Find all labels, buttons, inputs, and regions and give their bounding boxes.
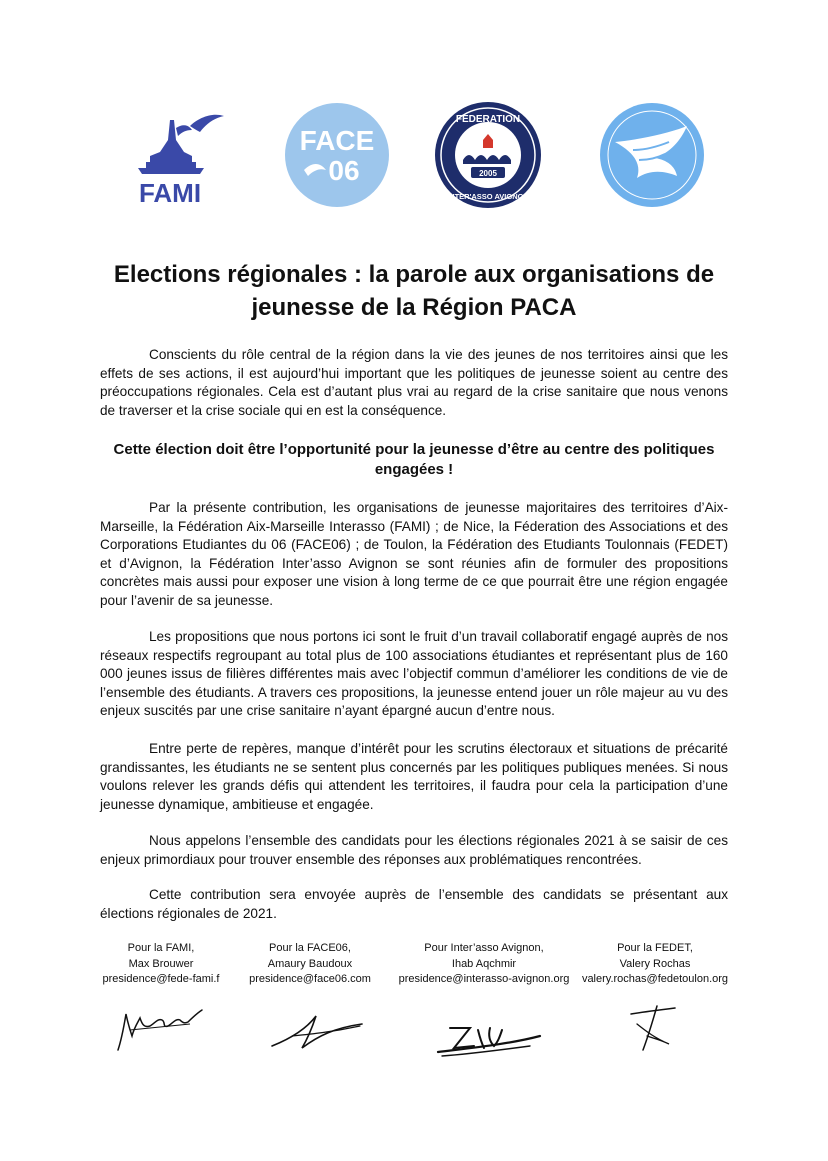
interasso-logo-text-top: FEDERATION	[455, 114, 521, 125]
signatory-email: valery.rochas@fedetoulon.org	[581, 973, 729, 986]
signatory-person: Max Brouwer	[128, 957, 194, 970]
signatory-interasso	[389, 941, 579, 988]
signatory-fedet	[567, 941, 743, 988]
face06-logo-text-1: FACE	[299, 125, 375, 156]
signature-fami	[110, 1000, 210, 1055]
intro-paragraph: Conscients du rôle central de la région dans la vie des jeunes de nos territoires ainsi que les effets de ses actions, il est aujourd’hui important que les politiques de jeunesse soient au centre des préoccupations régionales. Cela est d’autant plus vrai au regard de la crise sanitaire que nous venons de traverser et la crise sociale qui en est la conséquence.	[100, 347, 728, 418]
signatory-email: presidence@face06.com	[249, 973, 371, 986]
signature-face06	[262, 1010, 367, 1055]
signatory-org: Pour la FAMI,	[127, 942, 195, 954]
body-paragraph-4: Nous appelons l’ensemble des candidats pour les élections régionales 2021 à se saisir de ces enjeux primordiaux pour trouver ensemble des réponses aux problématiques rencontrées.	[100, 833, 728, 867]
signatory-org: Pour la FEDET,	[617, 942, 693, 954]
fedet-logo	[597, 100, 707, 210]
fami-logo-text: FAMI	[138, 178, 202, 208]
document-title: Elections régionales : la parole aux organisations de jeunesse de la Région PACA	[113, 261, 715, 321]
fedet-emblem	[597, 100, 707, 210]
body-paragraph-3: Entre perte de repères, manque d’intérêt pour les scrutins électoraux et situations de précarité grandissantes, les étudiants ne se sentent plus concernés par les politiques publiques menées. Si nous voulons relever les grands défis qui attendent les territoires, il faudra pour cela la participation d’une jeunesse dynamique, ambitieuse et engagée.	[100, 741, 728, 812]
signature-fedet	[623, 1002, 683, 1057]
interasso-emblem	[433, 100, 543, 210]
body-paragraph-2: Les propositions que nous portons ici sont le fruit d’un travail collaboratif engagé auprès de nos réseaux respectifs regroupant au total plus de 100 associations étudiantes et représentant plus de 160 000 jeunes issus de filières différentes mais avec l’objectif commun d’améliorer les conditions de vie de l’ensemble des étudiants. A travers ces propositions, la jeunesse entend jouer un rôle majeur au vu des enjeux suscités par une crise sanitaire n’ayant épargné aucun d’entre nous.	[100, 629, 728, 719]
face06-emblem	[282, 100, 392, 210]
logo-row	[0, 100, 828, 210]
fami-logo	[120, 100, 230, 210]
interasso-logo-year: 2005	[479, 169, 497, 178]
signatory-org: Pour la FACE06,	[269, 942, 351, 954]
body-paragraph-1: Par la présente contribution, les organisations de jeunesse majoritaires des territoires d’Aix-Marseille, la Fédération Aix-Marseille Interasso (FAMI) ; de Nice, la Féderation des Associations et des Corporations Etudiantes du 06 (FACE06) ; de Toulon, la Fédération des Etudiants Toulonnais (FEDET) et d’Avignon, la Fédération Inter’asso Avignon se sont réunies afin de formuler des propositions concrètes mais aussi pour exposer une vision à long terme de ce que pourrait être une région engagée pour l’avenir de sa jeunesse.	[100, 500, 728, 608]
signatory-person: Amaury Baudoux	[267, 957, 353, 970]
signatory-person: Ihab Aqchmir	[451, 957, 517, 970]
signatory-org: Pour Inter’asso Avignon,	[424, 942, 544, 954]
signatory-email: presidence@fede-fami.f	[102, 973, 220, 986]
body-paragraph-5: Cette contribution sera envoyée auprès de l’ensemble des candidats se présentant aux élections régionales de 2021.	[100, 887, 728, 921]
signatory-face06	[225, 941, 395, 988]
signature-interasso	[430, 1018, 545, 1060]
face06-logo-text-2: 06	[328, 155, 360, 186]
interasso-logo-text-bottom: INTER'ASSO AVIGNON	[447, 192, 529, 201]
signatory-email: presidence@interasso-avignon.org	[398, 973, 570, 986]
signatory-person: Valery Rochas	[619, 957, 691, 970]
face06-logo	[282, 100, 392, 210]
interasso-avignon-logo	[433, 100, 543, 210]
signatory-fami	[76, 941, 246, 988]
section-subtitle: Cette élection doit être l’opportunité pour la jeunesse d’être au centre des politiques engagées !	[113, 441, 715, 478]
fami-emblem	[120, 100, 230, 210]
